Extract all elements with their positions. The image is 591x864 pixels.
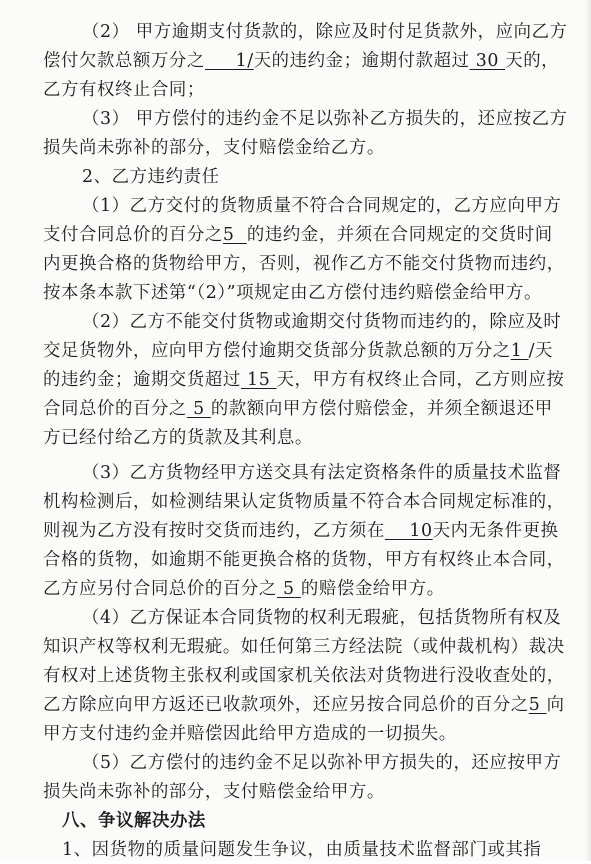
text-line [43,395,553,423]
text-segment: 有权对上述货物主张权利或国家机关依法对货物进行没收查处的， [43,666,565,686]
text-line [82,105,568,133]
text-segment: （2）乙方不能交付货物或逾期交付货物而违约的，除应及时 [82,312,562,332]
text-segment: 内更换合格的货物给甲方，否则，视作乙方不能交付货物而违约， [43,254,565,274]
text-segment: 的违约金，并须在合同规定的交货时间 [246,225,553,245]
text-segment: 的赔偿金给甲方。 [300,579,445,599]
filled-blank: 1/ [235,51,254,71]
text-segment: 天的， [505,51,560,71]
text-line [82,18,568,46]
text-line [43,221,553,249]
text-line [43,250,565,278]
text-line [82,308,561,336]
text-segment: 1、因货物的质量问题发生争议，由质量技术监督部门或其指 [62,840,542,860]
filled-blank: 5 [283,579,295,599]
filled-blank: 15 [247,370,271,390]
filled-blank: 5 [193,399,205,419]
text-line [43,337,553,365]
text-segment: 天的违约金；逾期付款超过 [253,51,470,71]
text-line [43,720,457,748]
text-segment: 偿付欠款总额万分之 [43,51,205,71]
text-line [43,488,565,516]
text-segment: 向 [546,695,565,715]
filled-blank: 30 [475,51,500,71]
text-segment: 天，甲方有权终止合同，乙方则应按 [276,370,565,390]
filled-blank: 5 [528,695,541,715]
text-line [43,546,565,574]
text-line [43,662,565,690]
text-segment: （3）乙方货物经甲方送交具有法定资格条件的质量技术监督 [82,463,562,483]
text-segment: 损失尚未弥补的部分，支付赔偿金给甲方。 [43,782,385,802]
text-line [43,691,565,719]
section-heading [62,807,206,835]
text-segment: 八、争议解决办法 [62,811,206,831]
text-line [43,279,542,307]
text-segment: 的款额向甲方偿付赔偿金，并须全额退还甲 [210,399,553,419]
text-line [43,47,559,75]
text-line [43,76,205,104]
text-segment: （2） 甲方逾期支付货款的，除应及时付足货款外，应向乙方 [82,22,568,42]
text-segment: 交足货物外，应向甲方偿付逾期交货部分货款总额的万分之 [43,341,511,361]
filled-blank: 1 [510,341,523,361]
text-line [43,633,565,661]
text-segment: （5）乙方偿付的违约金不足以弥补甲方损失的，还应按甲方 [82,753,562,773]
text-segment: （1）乙方交付的货物质量不符合合同规定的，乙方应向甲方 [82,196,562,216]
filled-blank: 10 [409,521,433,541]
text-segment: 甲方支付违约金并赔偿因此给甲方造成的一切损失。 [43,724,457,744]
section-heading [82,163,220,191]
text-line [82,749,561,777]
text-line [43,366,564,394]
text-segment: 2、乙方违约责任 [82,167,220,187]
text-segment: 支付合同总价的百分之 [43,225,223,245]
text-segment: 知识产权等权利无瑕疵。如任何第三方经法院（或仲裁机构）裁决 [43,637,565,657]
text-line [43,517,559,545]
text-line [43,575,445,603]
text-segment: 合格的货物，如逾期不能更换合格的货物，甲方有权终止本合同， [43,550,565,570]
text-line [43,424,313,452]
text-segment: （4）乙方保证本合同货物的权利无瑕疵，包括货物所有权及 [82,608,562,628]
page-edge-shadow [585,0,591,861]
text-segment: 乙方除应向甲方返还已收款项外，还应另按合同总价的百分之 [43,695,529,715]
text-segment: 按本条本款下述第“（2）”项规定由乙方偿付违约赔偿金给甲方。 [43,283,542,303]
text-segment: 天内无条件更换 [432,521,559,541]
text-line [62,836,541,864]
text-line [82,192,561,220]
text-segment: 则视为乙方没有按时交货而违约，乙方须在 [43,521,385,541]
filled-blank: 5 [222,225,235,245]
text-segment: 损失尚未弥补的部分，支付赔偿金给乙方。 [43,138,385,158]
text-segment: 乙方应另付合同总价的百分之 [43,579,277,599]
text-line [43,778,385,806]
text-segment: /天 [528,341,554,361]
text-segment: 的违约金；逾期交货超过 [43,370,241,390]
text-line [82,459,561,487]
text-line [82,604,561,632]
text-segment: 合同总价的百分之 [43,399,187,419]
text-line [43,134,385,162]
text-segment: 乙方有权终止合同； [43,80,205,100]
text-segment: （3） 甲方偿付的违约金不足以弥补乙方损失的，还应按乙方 [82,109,568,129]
text-segment: 机构检测后，如检测结果认定货物质量不符合本合同规定标准的， [43,492,565,512]
text-segment: 方已经付给乙方的货款及其利息。 [43,428,313,448]
